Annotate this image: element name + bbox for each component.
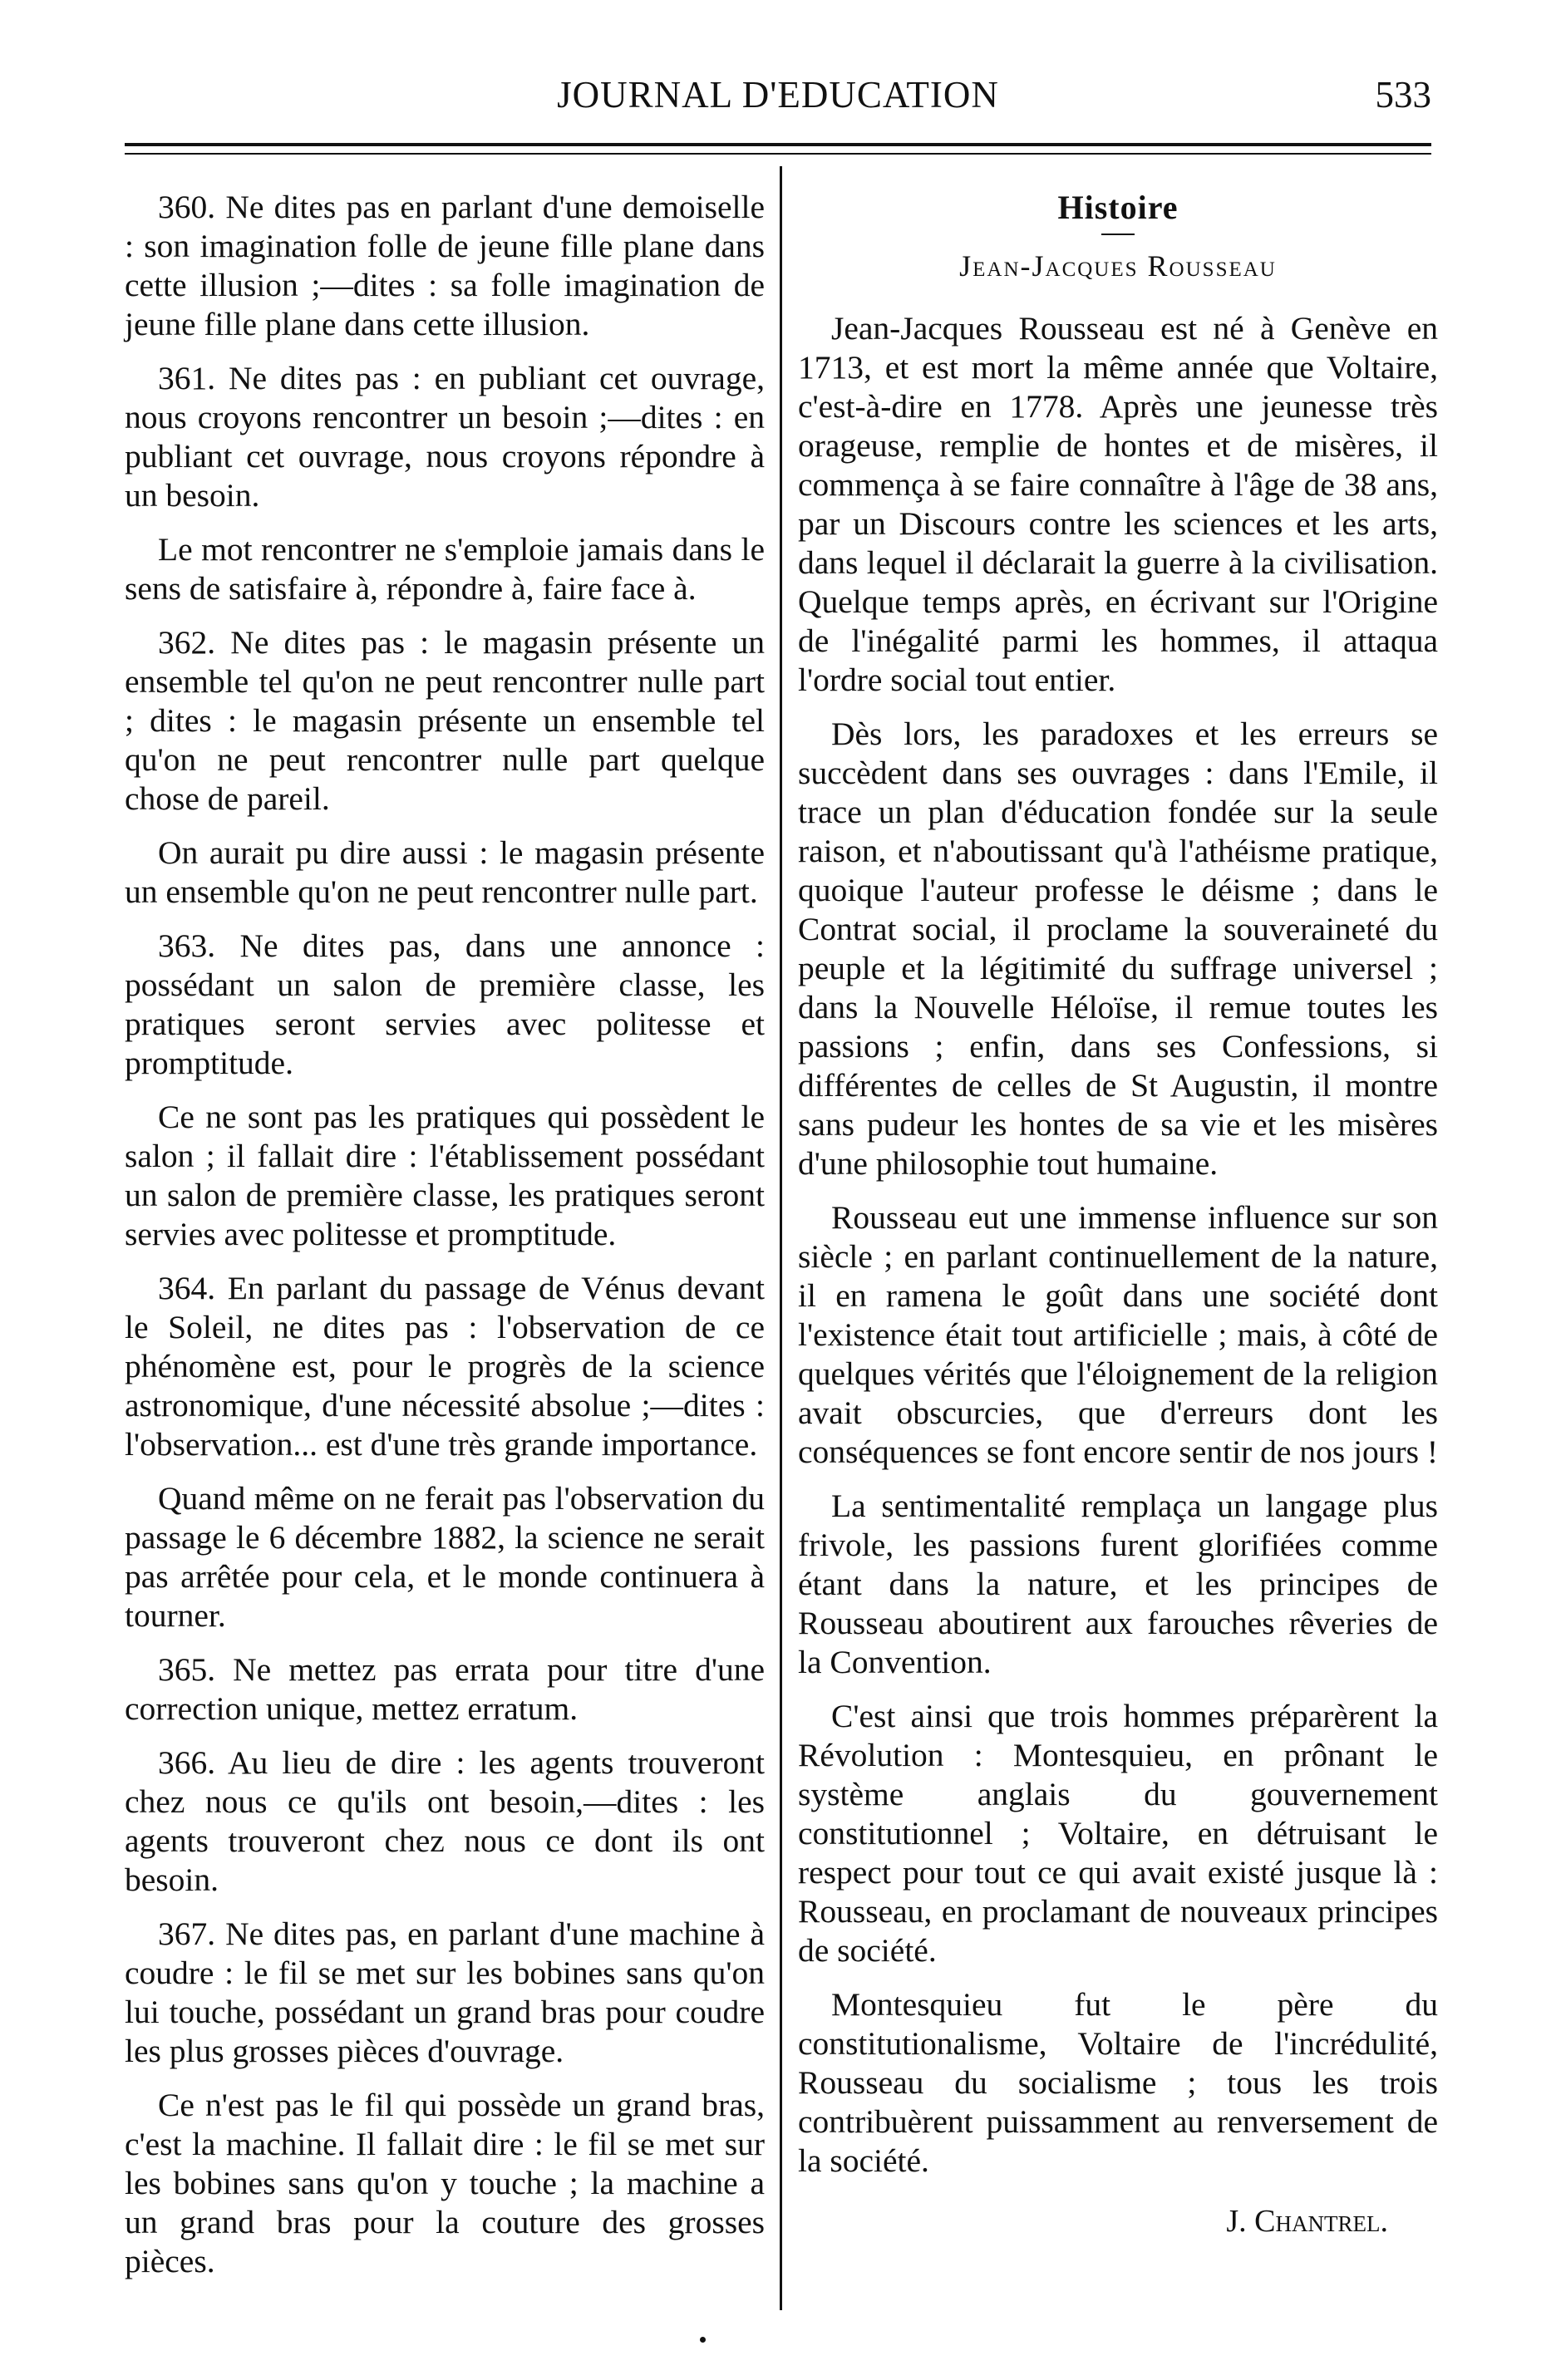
paragraph-364-note: Quand même on ne ferait pas l'observation du passage le 6 décembre 1882, la science ne serait pas arrêtée pour cela, et le monde continuera à tourner. <box>125 1480 765 1634</box>
header-rule-thick <box>125 143 1431 146</box>
paragraph-365: 365. Ne mettez pas errata pour titre d'une correction unique, mettez erratum. <box>125 1651 765 1727</box>
article-paragraph: Dès lors, les paradoxes et les erreurs se succèdent dans ses ouvrages : dans l'Emile, il trace un plan d'éducation fondée sur la seule raison, et n'aboutissant qu'à l'athéisme pratique, quoique l'auteur professe le déisme ; dans le Contrat social, il proclame la souveraineté du peuple et la légitimité du suffrage universel ; dans la Nouvelle Héloïse, il remue toutes les passions ; enfin, dans ses Confessions, si différentes de celles de St Augustin, il montre sans pudeur les hontes de sa vie et les misères d'une philosophie tout humaine. <box>798 715 1438 1182</box>
article-paragraph: La sentimentalité remplaça un langage plus frivole, les passions furent glorifiées comme étant dans la nature, et les principes de Rousseau aboutirent aux farouches rêveries de la Convention. <box>798 1488 1438 1680</box>
paragraph-361: 361. Ne dites pas : en publiant cet ouvrage, nous croyons rencontrer un besoin ;—dites : en publiant cet ouvrage, nous croyons répondre à un besoin. <box>125 360 765 514</box>
left-column <box>125 188 765 2296</box>
paragraph-366: 366. Au lieu de dire : les agents trouveront chez nous ce qu'ils ont besoin,—dites : les agents trouveront chez nous ce dont ils ont besoin. <box>125 1744 765 1898</box>
author-signature: J. Chantrel. <box>1226 2204 1388 2239</box>
footer-dot <box>700 2337 706 2343</box>
column-divider <box>780 166 782 2310</box>
paragraph-367: 367. Ne dites pas, en parlant d'une machine à coudre : le fil se met sur les bobines sans qu'on lui touche, possédant un grand bras pour coudre les plus grosses pièces d'ouvrage. <box>125 1915 765 2069</box>
article-subtitle: Jean-Jacques Rousseau <box>959 249 1277 283</box>
paragraph-360: 360. Ne dites pas en parlant d'une demoiselle : son imagination folle de jeune fille plane dans cette illusion ;—dites : sa folle imagination de jeune fille plane dans cette illusion. <box>125 189 765 342</box>
paragraph-363: 363. Ne dites pas, dans une annonce : possédant un salon de première classe, les pratiques seront servies avec politesse et promptitude. <box>125 927 765 1081</box>
article-paragraph: Montesquieu fut le père du constitutionalisme, Voltaire de l'incrédulité, Rousseau du socialisme ; tous les trois contribuèrent puissamment au renversement de la société. <box>798 1986 1438 2179</box>
header-rule-thin <box>125 153 1431 155</box>
paragraph-363-note: Ce ne sont pas les pratiques qui possèdent le salon ; il fallait dire : l'établissement possédant un salon de première classe, les pratiques seront servies avec politesse et promptitude. <box>125 1099 765 1252</box>
paragraph-367-note: Ce n'est pas le fil qui possède un grand bras, c'est la machine. Il fallait dire : le fil se met sur les bobines sans qu'on y touche ; la machine a un grand bras pour la couture des grosses pièces. <box>125 2087 765 2279</box>
article-paragraph: Rousseau eut une immense influence sur son siècle ; en parlant continuellement de la nature, il en ramena le goût dans une société dont l'existence était tout artificielle ; mais, à côté de quelques vérités que l'éloignement de la religion avait obscurcies, que d'erreurs dont les conséquences se font encore sentir de nos jours ! <box>798 1199 1438 1470</box>
paragraph-364: 364. En parlant du passage de Vénus devant le Soleil, ne dites pas : l'observation de ce phénomène est, pour le progrès de la science astronomique, d'une nécessité absolue ;—dites : l'observation... est d'une très grande importance. <box>125 1270 765 1463</box>
journal-title: JOURNAL D'EDUCATION <box>557 74 999 116</box>
right-column <box>798 188 1438 2241</box>
article-paragraph: C'est ainsi que trois hommes préparèrent la Révolution : Montesquieu, en prônant le système anglais du gouvernement constitutionnel ; Voltaire, en détruisant le respect pour tout ce qui avait existé jusque là : Rousseau, en proclamant de nouveaux principes de société. <box>798 1698 1438 1969</box>
running-header <box>125 73 1431 123</box>
section-title: Histoire <box>1057 189 1179 226</box>
section-dash <box>1101 234 1135 235</box>
page-number: 533 <box>1375 74 1431 116</box>
article-paragraph: Jean-Jacques Rousseau est né à Genève en 1713, et est mort la même année que Voltaire, c'est-à-dire en 1778. Après une jeunesse très orageuse, remplie de hontes et de misères, il commença à se faire connaître à l'âge de 38 ans, par un Discours contre les sciences et les arts, dans lequel il déclarait la guerre à la civilisation. Quelque temps après, en écrivant sur l'Origine de l'inégalité parmi les hommes, il attaqua l'ordre social tout entier. <box>798 310 1438 698</box>
paragraph-361-note: Le mot rencontrer ne s'emploie jamais dans le sens de satisfaire à, répondre à, faire face à. <box>125 531 765 607</box>
paragraph-362-note: On aurait pu dire aussi : le magasin présente un ensemble qu'on ne peut rencontrer nulle part. <box>125 834 765 910</box>
paragraph-362: 362. Ne dites pas : le magasin présente un ensemble tel qu'on ne peut rencontrer nulle part ; dites : le magasin présente un ensemble tel qu'on ne peut rencontrer nulle part quelque chose de pareil. <box>125 624 765 817</box>
